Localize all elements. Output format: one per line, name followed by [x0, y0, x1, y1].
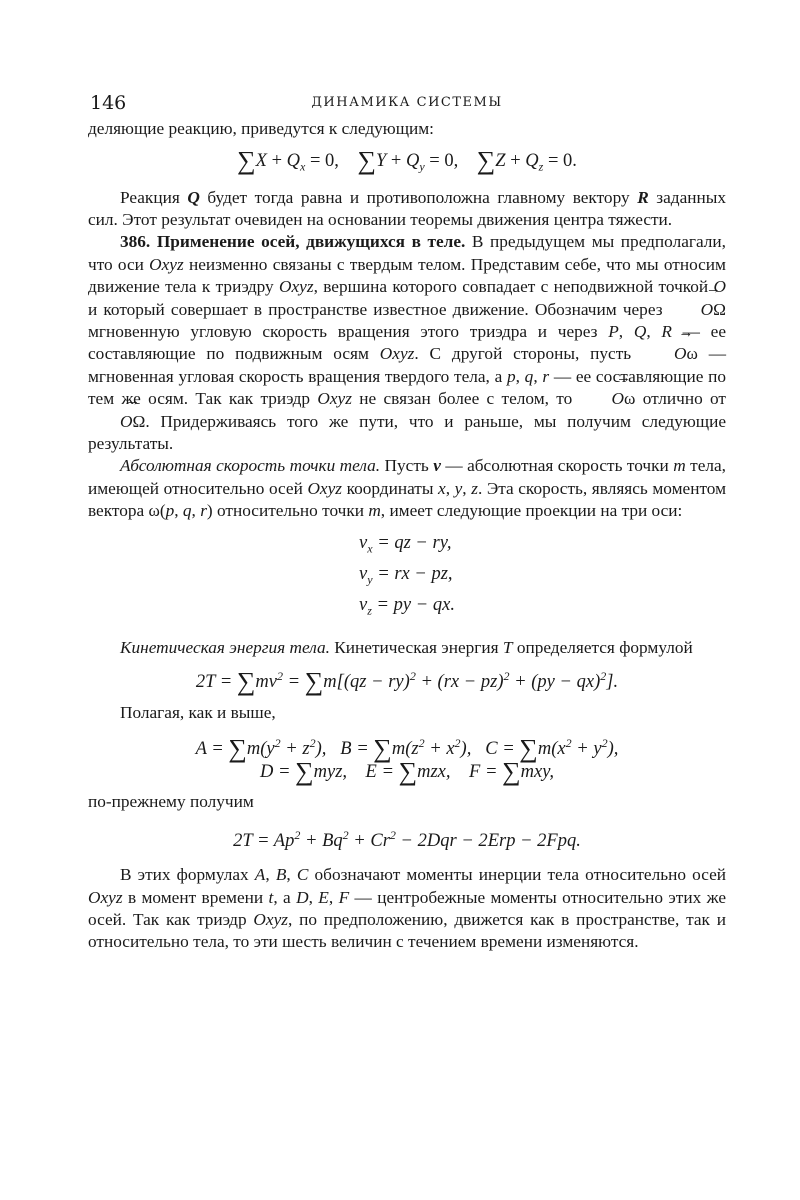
equation-velocity-projections: $v_x$ = qz − ry, $v_y$ = rx − pz, $v_z$ = py − qx. [359, 532, 455, 618]
paragraph-absolute-velocity: Абсолютная скорость точки тела. Пусть v — абсолютная скорость точки m тела, имеющей относительно осей Oxyz координаты x, y, z. Эта скорость, являясь моментом вектора ω(p, q, r) относительно точки m, имеет следующие проекции на три оси: [88, 456, 727, 521]
page-header [88, 88, 726, 118]
section-number: 386. [120, 232, 151, 252]
book-page [88, 88, 726, 954]
equation-kinetic-energy: $2T = \sum mv^2 = \sum m[(qz - ry)^2 + (rx - pz)^2 + (py - qx)^2]$. [195, 667, 619, 697]
paragraph-setting: Полагая, как и выше, [120, 702, 276, 722]
paragraph-obtain: по-прежнему получим [88, 792, 254, 812]
paragraph-continuation: деляющие реакцию, приведутся к следующим: [88, 119, 434, 138]
section-title: Применение осей, движущихся в теле. [156, 232, 466, 252]
page-body [88, 118, 726, 954]
equation-moments-def: D = ∑myz, E = ∑mzx, F = ∑mxy, [259, 756, 555, 786]
paragraph-inertia-moments: В этих формулах A, B, C обозначают моменты инерции тела относительно осей Oxyz в момент времени t, а D, E, F — центробежные моменты относительно этих же осей. Так как триэдр Oxyz, по предположению, движется как в пространстве, так и относительно тела, то эти шесть величин с течением времени изменяются. [88, 865, 727, 952]
running-title: ДИНАМИКА СИСТЕМЫ [311, 95, 503, 110]
page-number: 146 [90, 92, 127, 114]
absolute-velocity-heading: Абсолютная скорость точки тела. [120, 456, 381, 476]
kinetic-energy-heading: Кинетическая энергия тела. [120, 637, 330, 657]
equation-final-energy: $2T = Ap^2 + Bq^2 + Cr^2 - 2Dqr - 2Erp - 2Fpq$. [233, 827, 581, 851]
section-386: 386. Применение осей, движущихся в теле. В предыдущем мы предполагали, что оси Oxyz неизменно связаны с твердым телом. Представим себе, что мы относим движение тела к триэдру Oxyz, вершина которого совпадает с неподвижной точкой O и который совершает в пространстве известное движение. Обозначим через → OΩ мгновенную угловую скорость вращения этого триэдра и через P, Q, R — ее составляющие по подвижным осям Oxyz. С другой стороны, пусть → Oω — мгновенная угловая скорость вращения твердого тела, а p, q, r — ее составляющие по тем же осям. Так как триэдр Oxyz не связан более с телом, то → Oω отлично от → OΩ. Придерживаясь того же пути, что и раньше, мы получим следующие результаты. [88, 231, 726, 455]
equation-moments-abc: $A = \sum m(y^2 + z^2)$, $B = \sum m(z^2 + x^2)$, $C = \sum m(x^2 + y^2)$, [195, 734, 619, 764]
paragraph-reaction: Реакция Q будет тогда равна и противоположна главному вектору R заданных сил. Этот результат очевиден на основании теоремы движения центра тяжести. [88, 187, 726, 229]
equation-equilibrium: $\sum X + Q_x = 0$, $\sum Y + Q_y = 0$, $\sum Z + Q_z = 0$. [237, 146, 577, 176]
paragraph-kinetic-energy: Кинетическая энергия тела. Кинетическая энергия T определяется формулой [120, 637, 693, 657]
